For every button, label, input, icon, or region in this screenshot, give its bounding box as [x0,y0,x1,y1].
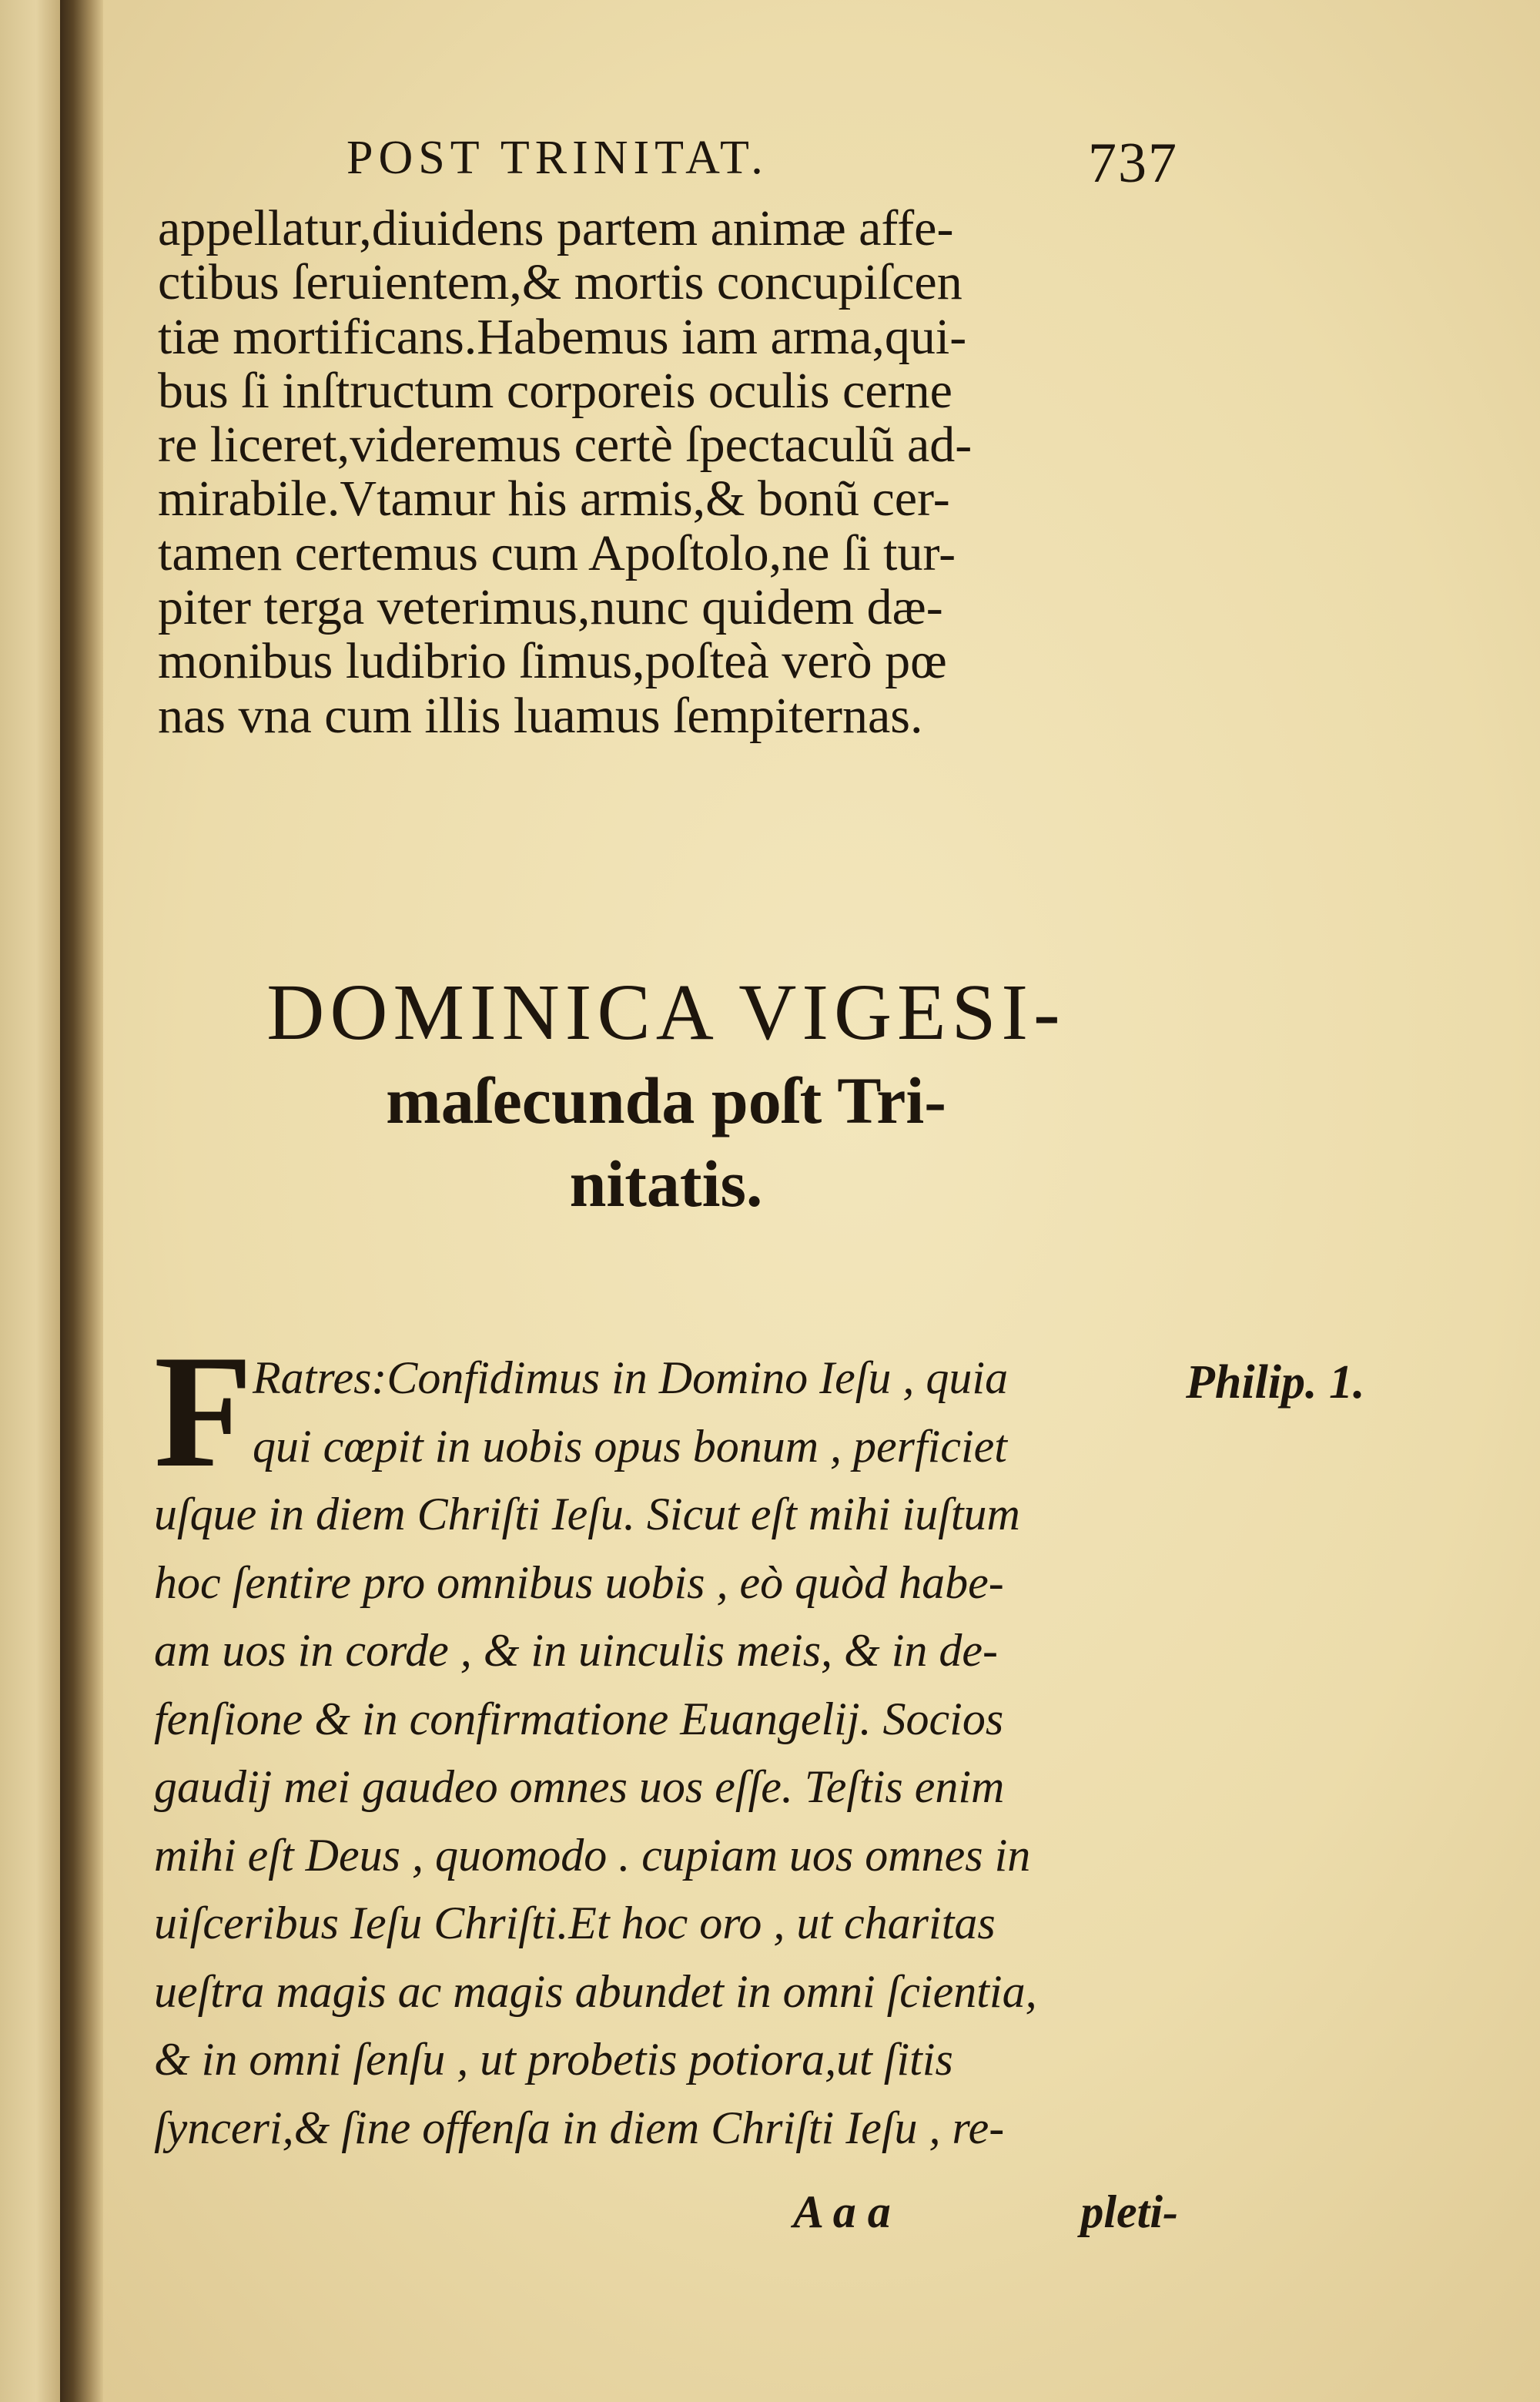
epistle-line: ſynceri,& ſine offenſa in diem Chriſti Ieſu , re- [154,2102,1005,2153]
text-line: tiæ mortificans.Habemus iam arma,qui- [158,310,967,364]
running-title: POST TRINITAT. [346,132,768,184]
text-line: tamen certemus cum Apoſtolo,ne ſi tur- [158,526,956,581]
text-line: mirabile.Vtamur his armis,& bonũ cer- [158,472,950,527]
text-line: re liceret,videremus certè ſpectaculũ ad- [158,418,973,473]
catchword: pleti- [1080,2186,1178,2237]
text-line: nas vna cum illis luamus ſempiternas. [158,688,923,743]
epistle-line: ueſtra magis ac magis abundet in omni ſcientia, [154,1965,1037,2017]
heading-line: nitatis. [569,1147,763,1221]
signature-mark: A a a [793,2186,891,2237]
text-line: piter terga veterimus,nunc quidem dæ- [158,581,943,635]
text-line: bus ſi inſtructum corporeis oculis cerne [158,363,952,419]
epistle-line: uiſceribus Ieſu Chriſti.Et hoc oro , ut charitas [154,1898,996,1948]
epistle-line: qui cœpit in uobis opus bonum , perficiet [253,1420,1007,1472]
epistle-line: am uos in corde , & in uinculis meis, & in de- [154,1625,998,1676]
page-number: 737 [1088,132,1178,195]
text-line: monibus ludibrio ſimus,poſteà verò pœ [158,635,947,689]
epistle-line: mihi eſt Deus , quomodo . cupiam uos omnes in [154,1829,1031,1881]
epistle-line: hoc ſentire pro omnibus uobis , eò quòd habe- [154,1556,1004,1608]
epistle-text [154,1322,1170,2162]
book-gutter [60,0,103,2402]
text-line: ctibus ſeruientem,& mortis concupiſcen [158,256,962,310]
epistle-line: uſque in diem Chriſti Ieſu. Sicut eſt mihi iuſtum [154,1489,1020,1539]
epistle-line: & in omni ſenſu , ut probetis potiora,ut ſitis [154,2034,953,2085]
running-header [346,131,1178,200]
heading-line: DOMINICA VIGESI- [266,968,1066,1057]
facing-page-edge [0,0,60,2402]
epistle-line: fenſione & in confirmatione Euangelij. Socios [154,1693,1004,1744]
section-heading [154,966,1178,1225]
text-line: appellatur,diuidens partem animæ affe- [158,202,954,256]
body-paragraph [158,202,1174,743]
drop-cap: F [154,1322,253,1501]
epistle-line: gaudij mei gaudeo omnes uos eſſe. Teſtis enim [154,1761,1005,1812]
epistle-line: Ratres:Confidimus in Domino Ieſu , quia [253,1352,1009,1403]
page-footer [793,2186,1178,2255]
margin-reference: Philip. 1. [1186,1356,1365,1409]
heading-line: maſecunda poſt Tri- [386,1064,946,1137]
